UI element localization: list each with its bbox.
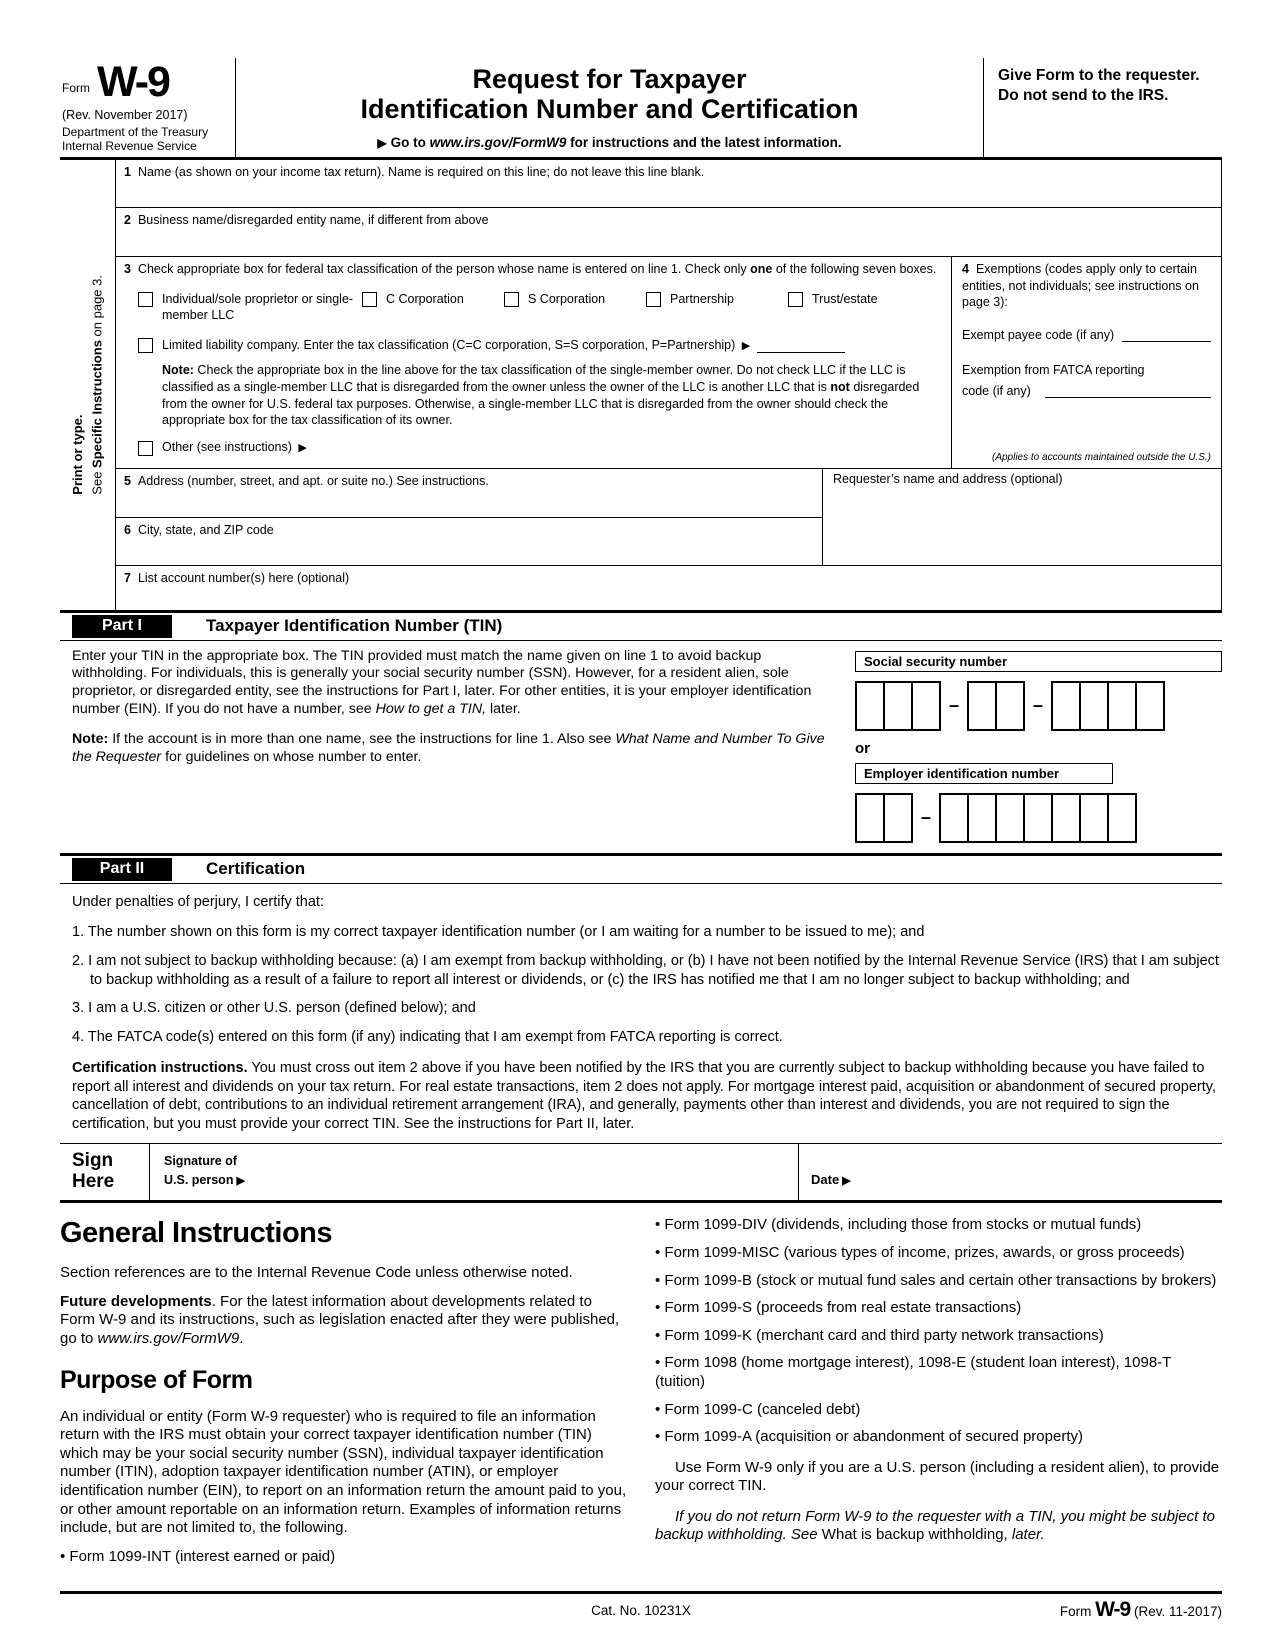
tin-digit-cell[interactable] xyxy=(939,793,969,843)
right-arrow-icon: ▶ xyxy=(298,441,307,454)
field-city-state-zip: 6 City, state, and ZIP code xyxy=(116,518,822,565)
tin-note-paragraph: Note: If the account is in more than one name, see the instructions for line 1. Also see What Name and Number To Give the Requester for guidelines on whose number to enter. xyxy=(72,731,825,765)
tin-digit-cell[interactable] xyxy=(1107,793,1137,843)
option-llc: Limited liability company. Enter the tax classification (C=C corporation, S=S corporation, P=Partnership) ▶ xyxy=(138,337,943,353)
tin-digit-cell[interactable] xyxy=(911,681,941,731)
fields-area xyxy=(115,160,1222,610)
give-form-block xyxy=(984,58,1222,157)
irs-url[interactable]: www.irs.gov/FormW9 xyxy=(429,135,567,151)
checkbox-s-corporation[interactable] xyxy=(504,292,519,307)
field-name: 1 Name (as shown on your income tax return). Name is required on this line; do not leave this line blank. xyxy=(116,160,1221,208)
right-arrow-icon: ▶ xyxy=(741,340,751,353)
bullet-item: • Form 1099-S (proceeds from real estate transactions) xyxy=(655,1299,1222,1318)
part2-title: Certification xyxy=(206,859,306,879)
tin-digit-cell[interactable] xyxy=(1079,681,1109,731)
tin-dash: – xyxy=(920,807,931,828)
option-trust-estate: Trust/estate xyxy=(788,291,943,324)
checkbox-partnership[interactable] xyxy=(646,292,661,307)
city-state-zip-input[interactable] xyxy=(124,540,814,563)
tin-box-group xyxy=(855,793,913,843)
tin-digit-cell[interactable] xyxy=(1135,681,1165,731)
bullet-item: • Form 1098 (home mortgage interest), 1098-E (student loan interest), 1098-T (tuition) xyxy=(655,1354,1222,1391)
footer-form-id: Form W-9 (Rev. 11-2017) xyxy=(1059,1598,1222,1622)
field-business-name: 2 Business name/disregarded entity name, if different from above xyxy=(116,208,1221,257)
tin-digit-cell[interactable] xyxy=(995,793,1025,843)
signature-area xyxy=(150,1144,1222,1200)
use-form-paragraph: Use Form W-9 only if you are a U.S. person (including a resident alien), to provide your correct TIN. xyxy=(655,1458,1220,1495)
right-arrow-icon: ▶ xyxy=(377,136,387,151)
field-address-and-requester xyxy=(116,469,1221,566)
general-instructions-section xyxy=(60,1203,1222,1575)
or-label: or xyxy=(855,739,870,757)
right-arrow-icon: ▶ xyxy=(236,1175,245,1188)
field-classification-and-exemptions xyxy=(116,257,1221,469)
certification-item: 4. The FATCA code(s) entered on this form (if any) indicating that I am exempt from FATCA reporting is correct. xyxy=(72,1028,783,1045)
tin-box-group xyxy=(967,681,1025,731)
future-developments-paragraph: Future developments. For the latest information about developments related to Form W-9 and its instructions, such as legislation enacted after they were published, go to www.irs.gov/FormW9. xyxy=(60,1292,620,1348)
tin-intro-paragraph: Enter your TIN in the appropriate box. The TIN provided must match the name given on line 1 to avoid backup withholding. For individuals, this is generally your social security number (SSN). However, for a resident alien, sole proprietor, or disregarded entity, see the instructions for Part I, later. For other entities, it is your employer identification number (EIN). If you do not have a number, see How to get a TIN, later. xyxy=(72,647,812,717)
tin-digit-cell[interactable] xyxy=(967,793,997,843)
part2-label: Part II xyxy=(72,858,172,881)
exempt-payee-code-input[interactable] xyxy=(1122,327,1211,342)
form-fields-table xyxy=(60,160,1222,610)
bullet-item: • Form 1099-MISC (various types of income, prizes, awards, or gross proceeds) xyxy=(655,1244,1222,1263)
tin-box-group xyxy=(1051,681,1165,731)
bullet-item: • Form 1099-C (canceled debt) xyxy=(655,1401,1222,1420)
exempt-payee-code-line: Exempt payee code (if any) xyxy=(962,327,1211,342)
give-form-text: Give Form to the requester. Do not send to the IRS. xyxy=(998,67,1200,105)
option-s-corporation: S Corporation xyxy=(504,291,646,324)
ein-boxes xyxy=(855,793,1222,843)
tin-digit-cell[interactable] xyxy=(1051,681,1081,731)
side-caption-strip xyxy=(60,160,115,610)
form-identity-block xyxy=(60,58,236,157)
general-instructions-heading: General Instructions xyxy=(60,1217,333,1250)
bullet-item: • Form 1099-INT (interest earned or paid) xyxy=(60,1548,627,1567)
bullet-item: • Form 1099-K (merchant card and third party network transactions) xyxy=(655,1327,1222,1346)
ein-label-box: Employer identification number xyxy=(855,763,1113,784)
irs-url[interactable]: www.irs.gov/FormW9 xyxy=(97,1330,240,1348)
ssn-label-box: Social security number xyxy=(855,651,1222,672)
tin-digit-cell[interactable] xyxy=(883,681,913,731)
tin-digit-cell[interactable] xyxy=(995,681,1025,731)
tin-box-group xyxy=(855,681,941,731)
bullet-item: • Form 1099-A (acquisition or abandonment of secured property) xyxy=(655,1428,1222,1447)
sign-here-section xyxy=(60,1143,1222,1203)
tin-digit-cell[interactable] xyxy=(855,793,885,843)
business-name-input[interactable] xyxy=(124,230,1213,254)
ssn-boxes xyxy=(855,681,1222,731)
purpose-of-form-heading: Purpose of Form xyxy=(60,1365,253,1394)
field-account-numbers: 7 List account number(s) here (optional) xyxy=(116,566,1221,610)
signature-input[interactable] xyxy=(360,1152,712,1194)
certification-item: 1. The number shown on this form is my correct taxpayer identification number (or I am waiting for a number to be issued to me); and xyxy=(72,924,925,941)
part1-body xyxy=(60,641,1222,853)
form-word: Form xyxy=(62,80,90,95)
page-footer xyxy=(60,1591,1222,1633)
part2-header-bar xyxy=(60,853,1222,884)
certification-item: 2. I am not subject to backup withholding because: (a) I am exempt from backup withholding, or (b) I have not been notified by the Internal Revenue Service (IRS) that I am subject to backup withholding as a result of a failure to report all interest or dividends, or (c) the IRS has notified me that I am no longer subject to backup withholding; and xyxy=(72,952,1219,988)
part1-header-bar xyxy=(60,610,1222,641)
tin-digit-cell[interactable] xyxy=(855,681,885,731)
certification-intro: Under penalties of perjury, I certify that: xyxy=(72,893,324,910)
bullet-item: • Form 1099-DIV (dividends, including those from stocks or mutual funds) xyxy=(655,1216,1222,1235)
checkbox-llc[interactable] xyxy=(138,338,153,353)
part1-instructions-text xyxy=(72,648,827,843)
checkbox-trust-estate[interactable] xyxy=(788,292,803,307)
tin-digit-cell[interactable] xyxy=(1051,793,1081,843)
tin-entry-column xyxy=(827,648,1222,843)
catalog-number: Cat. No. 10231X xyxy=(591,1603,691,1619)
field-requester-name-address: Requester’s name and address (optional) xyxy=(822,469,1221,565)
requester-input[interactable] xyxy=(831,491,1213,563)
form-title-block xyxy=(236,58,984,157)
print-or-type-caption: Print or type. See Specific Instructions on page 3. xyxy=(70,275,105,495)
tin-digit-cell[interactable] xyxy=(1023,793,1053,843)
part1-title: Taxpayer Identification Number (TIN) xyxy=(206,616,503,636)
date-input[interactable] xyxy=(870,1170,1212,1194)
form-number: W-9 xyxy=(97,58,169,106)
section-references-paragraph: Section references are to the Internal Revenue Code unless otherwise noted. xyxy=(60,1264,573,1282)
name-input[interactable] xyxy=(124,182,1213,205)
field-tax-classification: 3 Check appropriate box for federal tax classification of the person whose name is entered on line 1. Check only one of the following seven boxes. Individual/sole proprietor or single-member LLC C Corporation S Corporation Partnership Trust/estate Limited liability company. Enter the tax classification (C=C corporation, S=S corporation, P=Partnership) ▶ Note: Check the appropriate box in the line above for the tax classification of the single-member owner. Do not check LLC if the LLC is classified as a single-member LLC that is disregarded from the owner unless the owner of the LLC is another LLC that is not disregarded from the owner for U.S. federal tax purposes. Otherwise, a single-member LLC that is disregarded from the owner should check the appropriate box for the tax classification of its owner. Other (see instructions) ▶ xyxy=(116,257,951,468)
field-address: 5 Address (number, street, and apt. or suite no.) See instructions. xyxy=(116,469,822,518)
tin-dash: – xyxy=(1032,695,1043,716)
applies-outside-us-note: (Applies to accounts maintained outside the U.S.) xyxy=(991,451,1211,463)
option-other: Other (see instructions) ▶ xyxy=(138,440,943,456)
tin-dash: – xyxy=(948,695,959,716)
certification-instructions: Certification instructions. You must cross out item 2 above if you have been notified by the IRS that you are currently subject to backup withholding because you have failed to report all interest and dividends on your tax return. For real estate transactions, item 2 does not apply. For mortgage interest paid, acquisition or abandonment of secured property, cancellation of debt, contributions to an individual retirement arrangement (IRA), and generally, payments other than interest and dividends, you are not required to sign the certification, but you must provide your correct TIN. See the instructions for Part II, later. xyxy=(72,1060,1216,1132)
part1-label: Part I xyxy=(72,615,172,638)
sign-here-label: Sign Here xyxy=(60,1144,150,1200)
signature-label: Signature of U.S. person ▶ xyxy=(164,1154,245,1188)
address-input[interactable] xyxy=(124,491,814,515)
fatca-code-input[interactable] xyxy=(1045,383,1211,398)
department-line: Department of the Treasury Internal Revenue Service xyxy=(62,124,209,153)
field-exemptions: 4 Exemptions (codes apply only to certain entities, not individuals; see instructions on page 3): Exempt payee code (if any) Exemption from FATCA reporting code (if any) (Applies to accounts maintained outside the U.S.) xyxy=(951,257,1221,468)
form-title: Request for Taxpayer Identification Number and Certification xyxy=(360,64,859,125)
instructions-right-column xyxy=(655,1216,1222,1575)
llc-note: Note: Check the appropriate box in the line above for the tax classification of the single-member owner. Do not check LLC if the LLC is classified as a single-member LLC that is disregarded from the owner unless the owner of the LLC is another LLC that is not disregarded from the owner for U.S. federal tax purposes. Otherwise, a single-member LLC that is disregarded from the owner should check the appropriate box for the tax classification of its owner. xyxy=(162,363,920,428)
instructions-left-column xyxy=(60,1216,627,1575)
tin-digit-cell[interactable] xyxy=(883,793,913,843)
checkbox-c-corporation[interactable] xyxy=(362,292,377,307)
tin-digit-cell[interactable] xyxy=(1079,793,1109,843)
goto-instructions-line: ▶ Go to www.irs.gov/FormW9 for instructions and the latest information. xyxy=(377,135,842,151)
checkbox-other[interactable] xyxy=(138,441,153,456)
account-numbers-input[interactable] xyxy=(124,588,1213,608)
option-partnership: Partnership xyxy=(646,291,788,324)
date-label: Date ▶ xyxy=(798,1144,854,1200)
part2-body xyxy=(60,884,1222,1143)
option-c-corporation: C Corporation xyxy=(362,291,504,324)
certification-item: 3. I am a U.S. citizen or other U.S. person (defined below); and xyxy=(72,1000,476,1017)
option-individual: Individual/sole proprietor or single-member LLC xyxy=(138,291,362,324)
tin-digit-cell[interactable] xyxy=(1107,681,1137,731)
classification-options-row xyxy=(138,291,943,324)
backup-withholding-warning: If you do not return Form W-9 to the requester with a TIN, you might be subject to backup withholding. See What is backup withholding, later. xyxy=(655,1507,1215,1544)
fatca-exemption-line2: code (if any) xyxy=(962,383,1211,398)
llc-classification-input[interactable] xyxy=(757,338,845,353)
checkbox-individual[interactable] xyxy=(138,292,153,307)
form-revision: (Rev. November 2017) xyxy=(62,107,188,122)
purpose-paragraph: An individual or entity (Form W-9 requester) who is required to file an information return with the IRS must obtain your correct taxpayer identification number (TIN) which may be your social security number (SSN), individual taxpayer identification number (ITIN), adoption taxpayer identification number (ATIN), or employer identification number (EIN), to report on an information return the amount paid to you, or other amount reportable on an information return. Examples of information returns include, but are not limited to, the following. xyxy=(60,1407,627,1537)
tin-box-group xyxy=(939,793,1137,843)
tin-digit-cell[interactable] xyxy=(967,681,997,731)
form-header xyxy=(60,58,1222,160)
fatca-exemption-line1: Exemption from FATCA reporting xyxy=(962,363,1145,378)
right-arrow-icon: ▶ xyxy=(842,1175,851,1188)
bullet-item: • Form 1099-B (stock or mutual fund sales and certain other transactions by brokers) xyxy=(655,1272,1222,1291)
